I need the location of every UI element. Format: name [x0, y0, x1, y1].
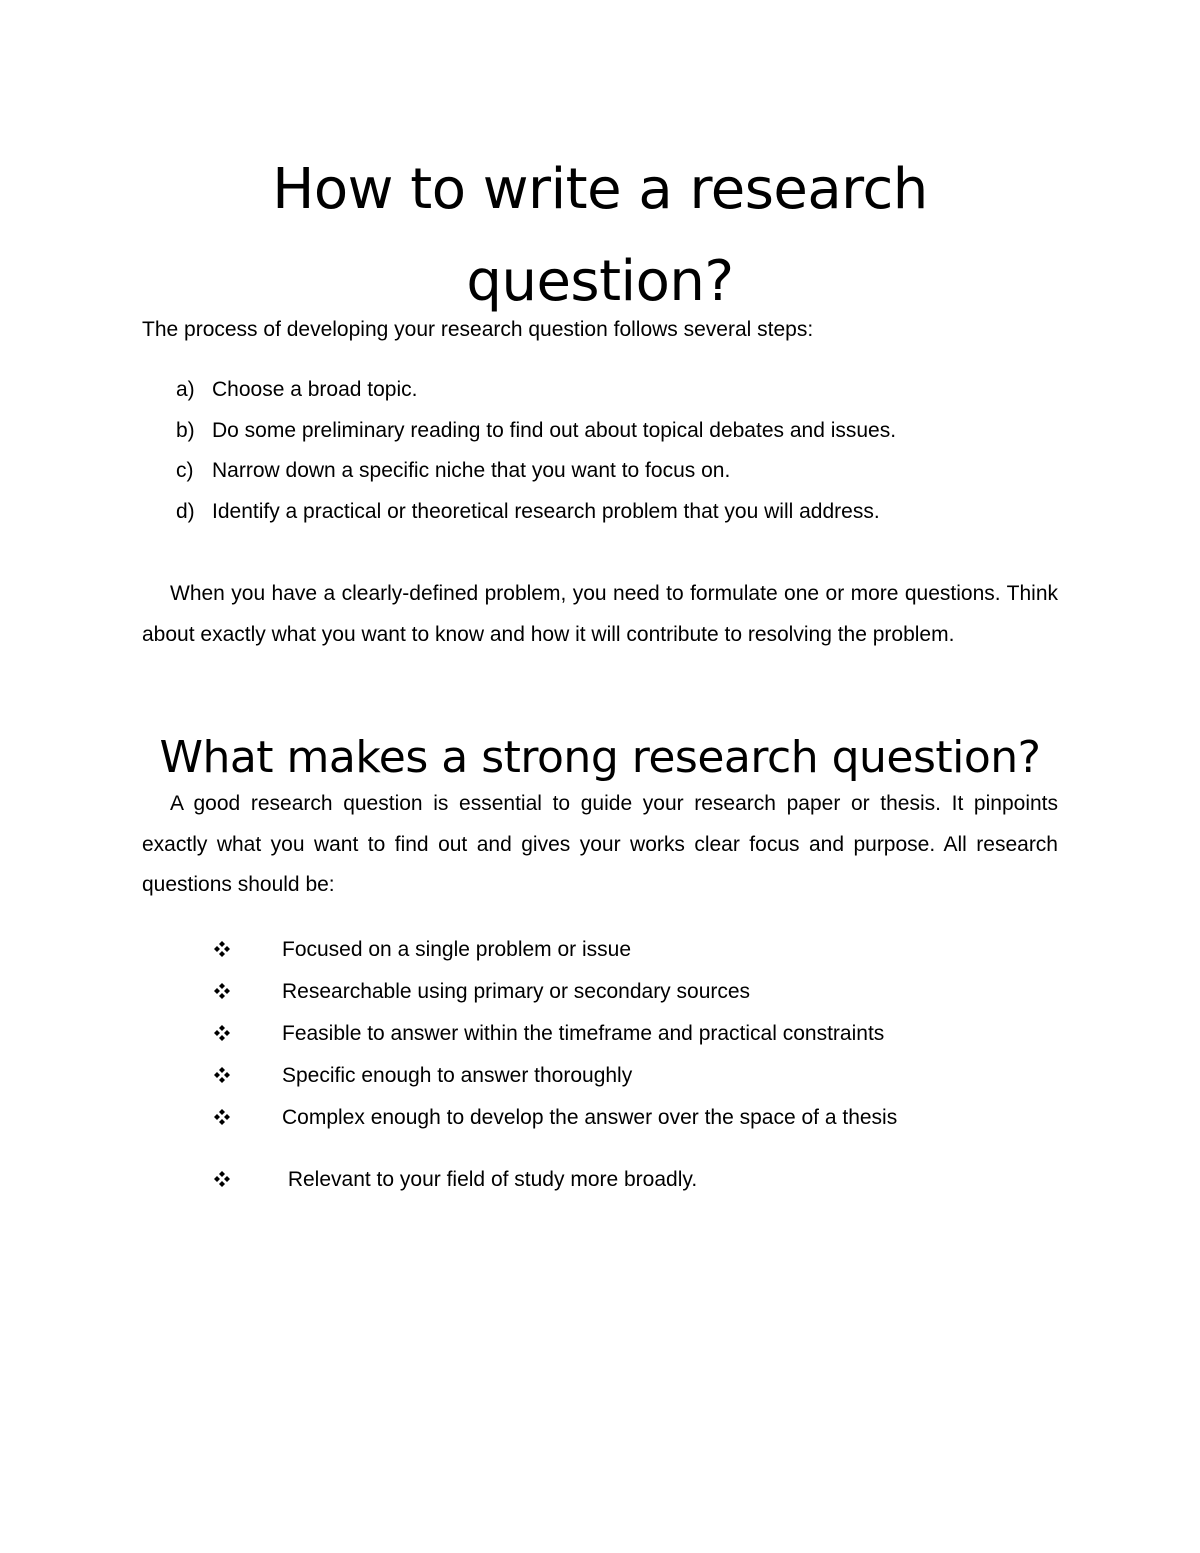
list-item-text: Focused on a single problem or issue	[282, 938, 632, 961]
list-item-text: Choose a broad topic.	[212, 378, 418, 401]
four-diamond-icon	[210, 1060, 282, 1092]
criteria-list	[210, 934, 897, 1206]
section-heading: What makes a strong research question?	[159, 732, 1041, 783]
list-item	[210, 934, 897, 976]
paragraph-good-question: A good research question is essential to guide your research paper or thesis. It pinpoints exactly what you want to find out and gives your works clear focus and purpose. All research questions should be:	[142, 792, 1058, 896]
four-diamond-icon	[210, 976, 282, 1008]
intro-text: The process of developing your research question follows several steps:	[142, 318, 814, 341]
list-marker: c)	[176, 459, 194, 482]
list-item-text: Relevant to your field of study more broadly.	[282, 1168, 698, 1191]
four-diamond-icon	[210, 1164, 282, 1196]
list-item-text: Specific enough to answer thoroughly	[282, 1064, 633, 1087]
list-item	[210, 1102, 897, 1144]
four-diamond-icon	[210, 1018, 282, 1050]
list-item	[142, 415, 896, 456]
list-item	[210, 1164, 897, 1206]
list-marker: b)	[176, 418, 195, 442]
document-title-line-1: How to write a research	[272, 157, 928, 222]
list-item-text: Feasible to answer within the timeframe and practical constraints	[282, 1022, 885, 1045]
list-marker: a)	[176, 378, 195, 401]
four-diamond-icon	[210, 1102, 282, 1134]
list-item-text: Identify a practical or theoretical research problem that you will address.	[212, 499, 880, 523]
list-item	[142, 455, 896, 496]
list-item	[142, 374, 896, 415]
four-diamond-icon	[210, 934, 282, 966]
list-item	[142, 496, 896, 537]
list-item	[210, 1060, 897, 1102]
list-item	[210, 976, 897, 1018]
steps-list	[142, 374, 896, 536]
list-item-text: Researchable using primary or secondary sources	[282, 980, 751, 1003]
list-marker: d)	[176, 499, 195, 523]
list-item-text: Do some preliminary reading to find out about topical debates and issues.	[212, 418, 897, 442]
list-item-text: Complex enough to develop the answer over the space of a thesis	[282, 1106, 898, 1129]
paragraph-problem: When you have a clearly-defined problem, you need to formulate one or more questions. Think about exactly what you want to know and how it will contribute to resolving the problem.	[142, 582, 1058, 646]
document-title-line-2: question?	[466, 249, 734, 314]
list-item-text: Narrow down a specific niche that you want to focus on.	[212, 459, 731, 482]
list-item	[210, 1018, 897, 1060]
